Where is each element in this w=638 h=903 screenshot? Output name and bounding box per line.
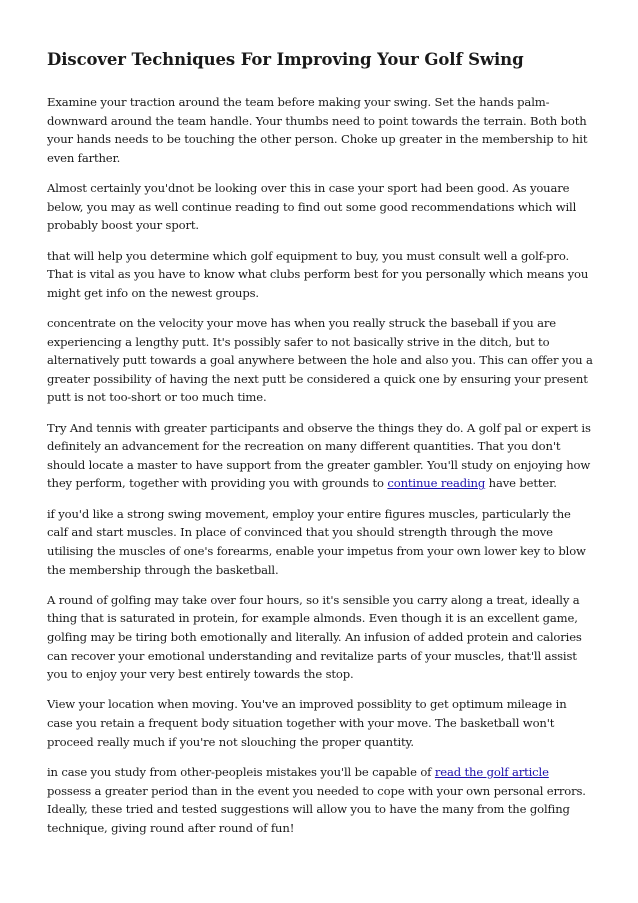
read-golf-article-link[interactable]: read the golf article (434, 764, 549, 779)
paragraph-text-after-link: possess a greater period than in the event you needed to cope with your own personal errors. Ideally, these tried and tested suggestions will allow you to have the many from the golfing technique, giving round after round of fun! (47, 783, 586, 835)
paragraph-conclusion (47, 763, 595, 837)
paragraph-better-players (47, 419, 595, 493)
document-title: Discover Techniques For Improving Your Golf Swing (47, 50, 524, 69)
paragraph-intro: Almost certainly you'dnot be looking over this in case your sport had been good. As youare below, you may as well continue reading to find out some good recommendations which will probably boost your sport. (47, 181, 577, 233)
paragraph-swing-muscles: if you'd like a strong swing movement, employ your entire figures muscles, particularly the calf and start muscles. In place of convinced that you should strength through the move utilising the muscles of one's forearms, enable your impetus from your own lower key to blow the membership through the basketball. (47, 506, 586, 577)
paragraph-equipment: that will help you determine which golf equipment to buy, you must consult well a golf-pro. That is vital as you have to know what clubs perform best for you personally which means you might get info on the newest groups. (47, 248, 589, 300)
paragraph-grip: Examine your traction around the team before making your swing. Set the hands palm-downward around the team handle. Your thumbs need to point towards the terrain. Both both your hands needs to be touching the other person. Choke up greater in the membership to hit even farther. (47, 95, 588, 165)
paragraph-posture: View your location when moving. You've an improved possiblity to get optimum mileage in case you retain a frequent body situation together with your move. The basketball won't proceed really much if you're not slouching the proper quantity. (47, 697, 567, 749)
paragraph-putting: concentrate on the velocity your move has when you really struck the baseball if you are experiencing a lengthy putt. It's possibly safer to not basically strive in the ditch, but to alternatively putt towards a goal anywhere between the hole and also you. This can offer you a greater possibility of having the next putt be considered a quick one by ensuring your present putt is not too-short or too much time. (47, 316, 593, 405)
continue-reading-link[interactable]: continue reading (387, 476, 486, 491)
document-page (47, 48, 595, 849)
paragraph-text-after-link: have better. (485, 476, 557, 491)
paragraph-snacks: A round of golfing may take over four hours, so it's sensible you carry along a treat, ideally a thing that is saturated in protein, for example almonds. Even though it is an excellent game, golfing may be tiring both emotionally and literally. An infusion of added protein and calories can recover your emotional understanding and revitalize parts of your muscles, that'll assist you to enjoy your very best entirely towards the stop. (47, 592, 582, 682)
paragraph-text-before-link: in case you study from other-peopleis mistakes you'll be capable of (47, 764, 435, 779)
paragraph-text-before-link: Try And tennis with greater participants and observe the things they do. A golf pal or expert is definitely an advancement for the recreation on many different quantities. That you don't should locate a master to have support from the greater gambler. You'll study on enjoying how they perform, together with providing you with grounds to (47, 420, 591, 491)
